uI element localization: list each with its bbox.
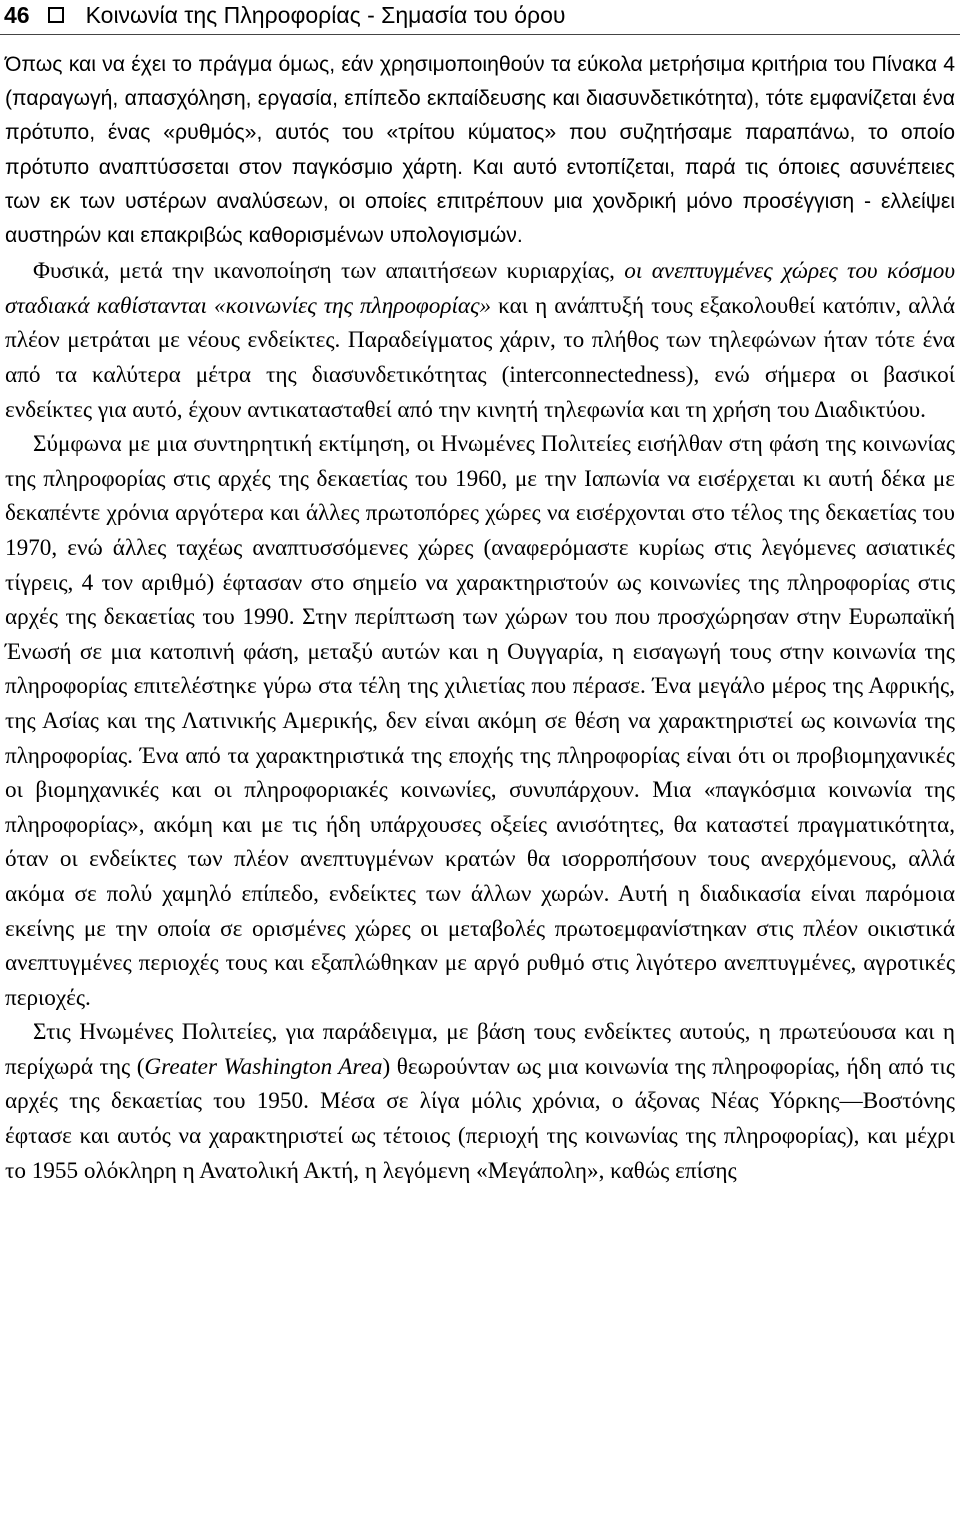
- text-run: Φυσικά, μετά την ικανοποίηση των απαιτήσεων κυριαρχίας,: [33, 258, 625, 285]
- chapter-title: Κοινωνία της Πληροφορίας - Σημασία του όρου: [85, 2, 566, 28]
- text-run: Σύμφωνα με μια συντηρητική εκτίμηση, οι Ηνωμένες Πολιτείες εισήλθαν στη φάση της κοινωνίας της πληροφορίας στις αρχές της δεκαετίας του 1960, με την Ιαπωνία να εισέρχεται κι αυτή δέκα με δεκαπέντε χρόνια αργότερα και άλλες πρωτοπόρες χώρες να εισέρχονται στο τέλος της δεκαετίας του 1970, ενώ άλλες ταχέως αναπτυσσόμενες χώρες (αναφερόμαστε κυρίως στις λεγόμενες ασιατικές τίγρεις, 4 τον αριθμό) έφτασαν στο σημείο να χαρακτηριστούν ως κοινωνίες της πληροφορίας στις αρχές της δεκαετίας του 1990. Στην περίπτωση των χώρων του που προσχώρησαν στην Ευρωπαϊκή Ένωσή σε μια κατοπινή φάση, μεταξύ αυτών και η Ουγγαρία, η εισαγωγή τους στην κοινωνία της πληροφορίας επιτελέστηκε γύρω στα τέλη της χιλιετίας που πέρασε. Ένα μεγάλο μέρος της Αφρικής, της Ασίας και της Λατινικής Αμερικής, δεν είναι ακόμη σε θέση να χαρακτηριστεί ως κοινωνία της πληροφορίας. Ένα από τα χαρακτηριστικά της εποχής της πληροφορίας είναι ότι οι προβιομηχανικές οι βιομηχανικές και οι πληροφοριακές κοινωνίες, συνυπάρχουν. Μια «παγκόσμια κοινωνία της πληροφορίας», ακόμη και με τις ήδη υπάρχουσες οξείες ανισότητες, θα καταστεί πραγματικότητα, όταν οι ενδείκτες των πλέον ανεπτυγμένων κρατών θα ισορροπήσουν τους ανερχόμενους, αλλά ακόμα σε πολύ χαμηλό επίπεδο, ενδείκτες των άλλων χωρών. Αυτή η διαδικασία είναι παρόμοια εκείνης με την οποία σε ορισμένες χώρες οι μεταβολές πρωτοεμφανίστηκαν στις πλέον οικιστικά ανεπτυγμένες περιοχές τους και εξαπλώθηκαν με αργό ρυθμό στις λιγότερο ανεπτυγμένες, αγροτικές περιοχές.: [5, 431, 955, 1011]
- text-run: Όπως και να έχει το πράγμα όμως, εάν χρησιμοποιηθούν τα εύκολα μετρήσιμα κριτήρια του Πίνακα 4 (παραγωγή, απασχόληση, εργασία, επίπεδο εκπαίδευσης και διασυνδετικότητα), τότε εμφανίζεται ένα πρότυπο, ένας «ρυθμός», αυτός του «τρίτου κύματος» που συζητήσαμε παραπάνω, το οποίο πρότυπο αναπτύσσεται στον παγκόσμιο χάρτη. Και αυτό εντοπίζεται, παρά τις όποιες ασυνέπειες των εκ των υστέρων αναλύσεων, οι οποίες επιτρέπουν μια χονδρική μόνο προσέγγιση - ελλείψει αυστηρών και επακριβώς καθορισμένων υπολογισμών.: [5, 53, 955, 248]
- paragraph-intro: [5, 48, 955, 253]
- text-run: και η ανάπτυξή τους εξακολουθεί κατόπιν, αλλά πλέον μετράται με νέους ενδείκτες. Παραδείγματος χάριν, το πλήθος των τηλεφώνων ήταν τότε ένα από τα καλύτερα μέτρα της διασυνδετικότητας (interconnectedness), ενώ σήμερα οι βασικοί ενδείκτες για αυτό, έχουν αντικατασταθεί από την κινητή τηλεφωνία και τη χρήση του Διαδικτύου.: [5, 292, 955, 423]
- text-run-italic: οι ανεπτυγμένες χώρες του κόσμου σταδιακά καθίστανται «κοινωνίες της πληροφορίας»: [5, 258, 955, 319]
- paragraph-timeline: [5, 427, 955, 1015]
- page-number: 46: [4, 2, 30, 28]
- checkbox-square-icon: [48, 7, 64, 23]
- text-run-italic: Greater Washington Area: [144, 1053, 383, 1080]
- paragraph-united-states: [5, 1015, 955, 1188]
- text-run: ) θεωρούνταν ως μια κοινωνία της πληροφορίας, ήδη από τις αρχές της δεκαετίας του 1950. Μέσα σε λίγα μόλις χρόνια, ο άξονας Νέας Υόρκης—Βοστόνης έφτασε και αυτός να χαρακτηριστεί ως τέτοιος (περιοχή της κοινωνίας της πληροφορίας), και μέχρι το 1955 ολόκληρη η Ανατολική Ακτή, η λεγόμενη «Μεγάπολη», καθώς επίσης: [5, 1053, 955, 1184]
- body-text: [5, 48, 955, 1188]
- header-divider: [0, 34, 960, 35]
- running-header: [4, 0, 956, 30]
- text-run: Στις Ηνωμένες Πολιτείες, για παράδειγμα, με βάση τους ενδείκτες αυτούς, η πρωτεύουσα και η περίχωρά της (: [5, 1019, 955, 1080]
- paragraph-information-societies: [5, 254, 955, 427]
